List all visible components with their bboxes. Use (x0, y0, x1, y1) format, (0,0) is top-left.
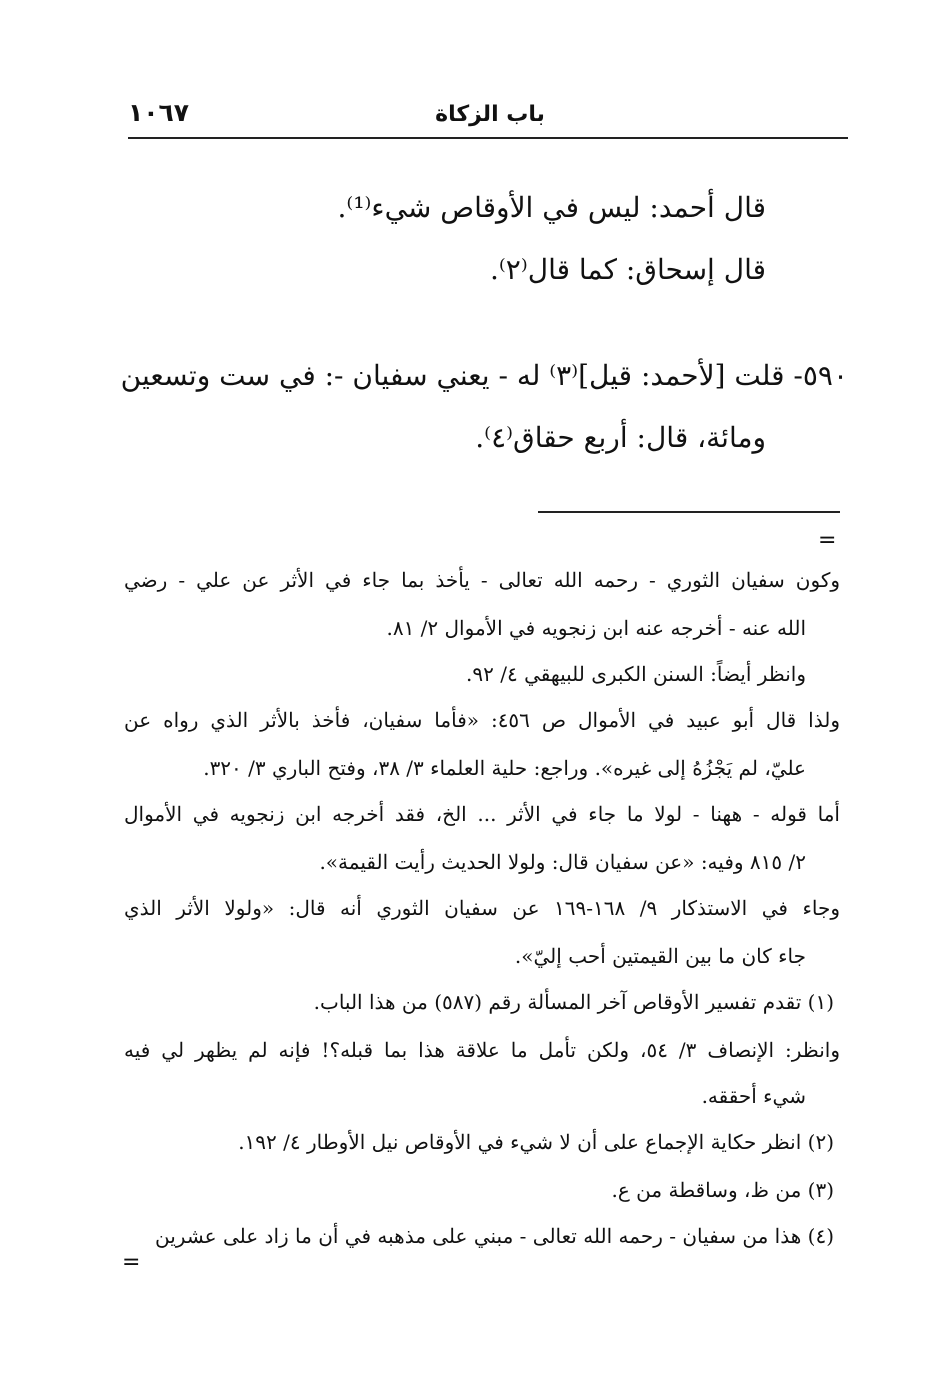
footnote-cont-line-8: وجاء في الاستذكار ٩/ ١٦٨-١٦٩ عن سفيان الثوري أنه قال: «ولولا الأثر الذي (124, 896, 840, 920)
footnote-1-line-3: شيء أحققه. (701, 1084, 806, 1108)
page-number: ١٠٦٧ (128, 98, 190, 127)
footnote-cont-line-4: ولذا قال أبو عبيد في الأموال ص ٤٥٦: «فأما سفيان، فأخذ بالأثر الذي رواه عن (124, 708, 840, 732)
footnote-3: (٣) من ظ، وساقطة من ع. (611, 1178, 834, 1202)
footnote-4: (٤) هذا من سفيان - رحمه الله تعالى - مبني على مذهبه في أن ما زاد على عشرين (155, 1224, 834, 1248)
main-text-line-2: قال إسحاق: كما قال⁽٢⁾. (490, 253, 766, 286)
footnote-cont-line-7: ٢/ ٨١٥ وفيه: «عن سفيان قال: ولولا الحديث رأيت القيمة». (319, 850, 806, 874)
trailing-continuation-mark: = (122, 1250, 141, 1275)
header-rule (128, 137, 848, 139)
footnote-2: (٢) انظر حكاية الإجماع على أن لا شيء في الأوقاص نيل الأوطار ٤/ ١٩٢. (238, 1130, 834, 1154)
footnote-cont-line-1: وكون سفيان الثوري - رحمه الله تعالى - يأخذ بما جاء في الأثر عن علي - رضي (124, 568, 840, 592)
footnote-separator (538, 511, 840, 513)
main-text-line-1: قال أحمد: ليس في الأوقاص شيء⁽¹⁾. (337, 191, 766, 224)
footnote-cont-line-6: أما قوله - ههنا - لولا ما جاء في الأثر ... الخ، فقد أخرجه ابن زنجويه في الأموال (124, 802, 840, 826)
continuation-mark: = (818, 528, 837, 553)
footnote-cont-line-5: عليّ، لم يَجْزُهُ إلى غيره». وراجع: حلية العلماء ٣/ ٣٨، وفتح الباري ٣/ ٣٢٠. (203, 756, 806, 780)
footnote-1-line-2: وانظر: الإنصاف ٣/ ٥٤، ولكن تأمل ما علاقة هذا بما قبله؟! فإنه لم يظهر لي فيه (124, 1038, 840, 1062)
issue-590-line-2: ومائة، قال: أربع حقاق⁽٤⁾. (475, 421, 766, 454)
footnote-cont-line-2: الله عنه - أخرجه عنه ابن زنجويه في الأموال ٢/ ٨١. (386, 616, 806, 640)
footnote-cont-line-3: وانظر أيضاً: السنن الكبرى للبيهقي ٤/ ٩٢. (466, 662, 806, 686)
issue-590-line-1: ٥٩٠- قلت [لأحمد: قيل]⁽٣⁾ له - يعني سفيان -: في ست وتسعين (120, 359, 848, 392)
chapter-title: باب الزكاة (435, 102, 545, 127)
footnote-cont-line-9: جاء كان ما بين القيمتين أحب إليّ». (514, 944, 806, 968)
footnote-1-line-1: (١) تقدم تفسير الأوقاص آخر المسألة رقم (٥٨٧) من هذا الباب. (313, 990, 834, 1014)
